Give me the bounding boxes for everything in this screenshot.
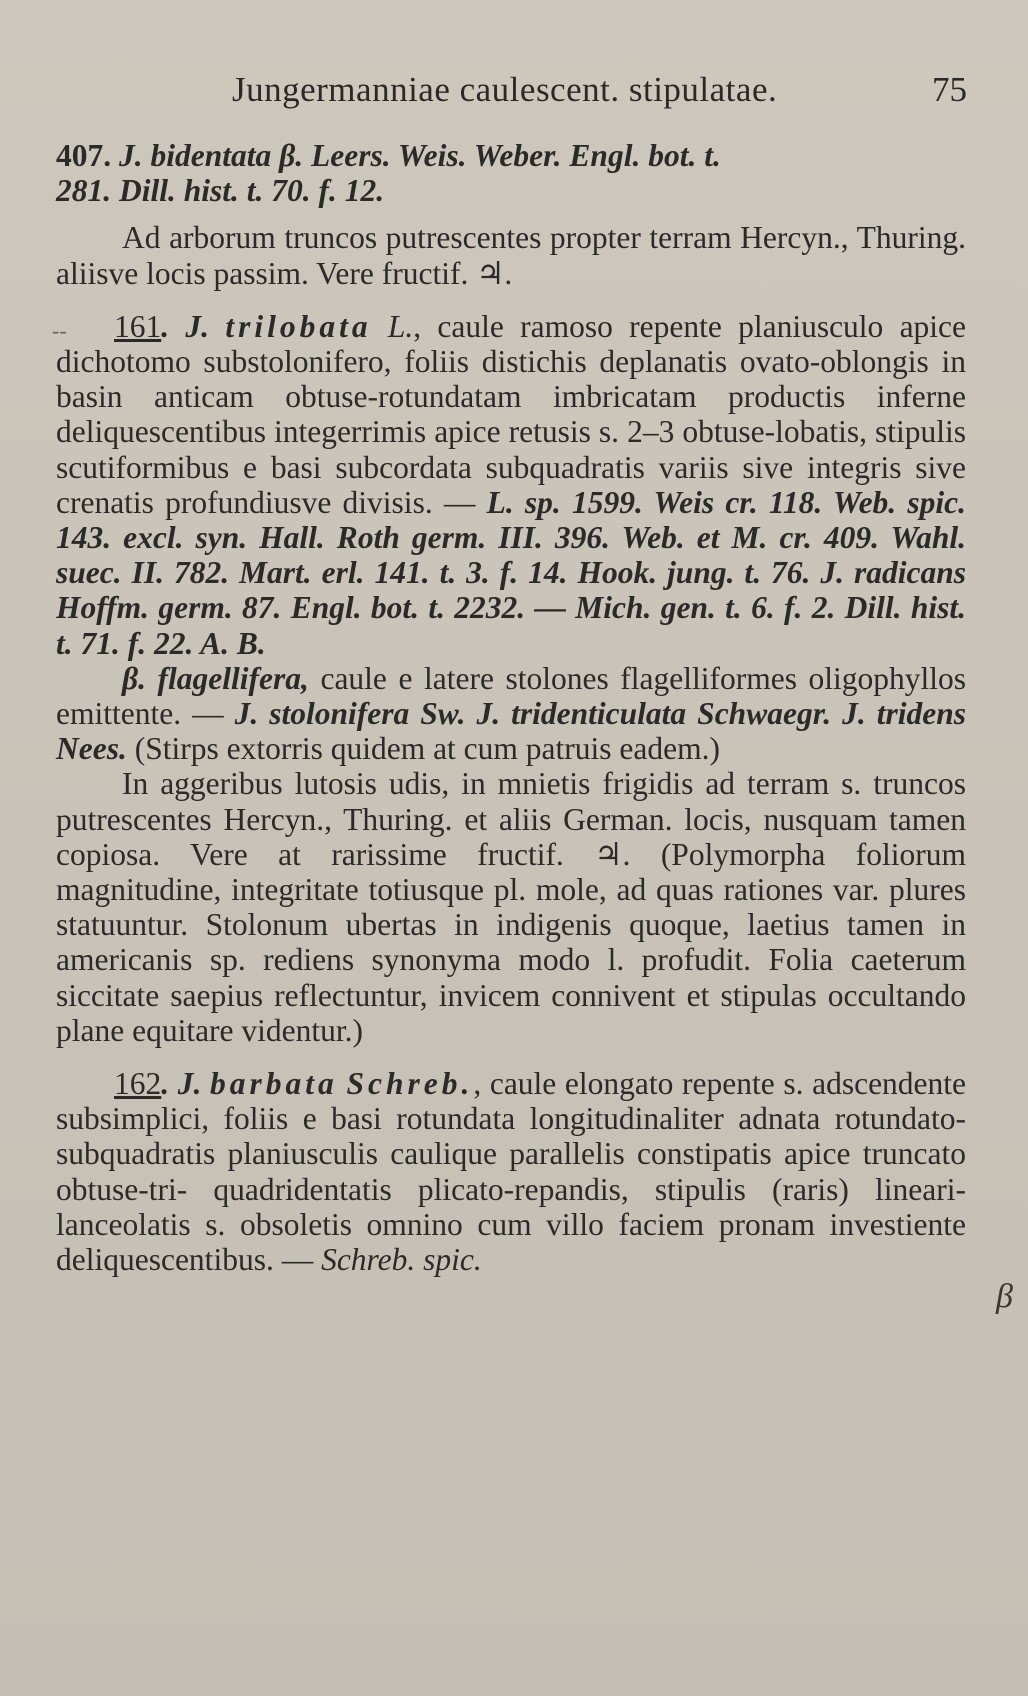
entry-161-genus: . J.	[161, 308, 210, 344]
variety-beta-note: (Stirps extorris quidem at cum patruis eadem.)	[134, 731, 720, 767]
entry-161-author: L.	[387, 308, 414, 344]
entry-161-description: , caule ramoso repente planiusculo apice dichotomo substolonifero, foliis distichis deplanatis ovato-oblongis in basin anticam obtuse-rotundatam imbricatam productis inferne deliquescentibus integerrimis apice retusis s. 2–3 obtuse-lobatis, stipulis scutiformibus e basi subcordata subquadratis variis sive integris sive crenatis profundiusve divisis. —	[56, 308, 967, 520]
entry-162-description: , caule elongato repente s. adscendente subsimplici, foliis e basi rotundata longitudinaliter adnata rotundato-subquadratis planiusculis caulique parallelis constipatis apice truncato obtuse-tri- quadridentatis plicato-repandis, stipulis (raris) lineari-lanceolatis s. obsoletis omnino cum villo faciem pronam investiente deliquescentibus. —	[56, 1066, 967, 1278]
entry-407-number: 407.	[56, 138, 112, 173]
variety-beta-label: β. flagellifera,	[122, 660, 309, 696]
paragraph-habitat-407: Ad arborum truncos putrescentes propter terram Hercyn., Thuring. aliisve locis passim. Vere fructif. ♃.	[56, 220, 966, 291]
entry-407-name: J. bidentata β. Leers. Weis. Weber. Engl. bot. t.	[119, 138, 721, 173]
margin-dash-mark: --	[52, 318, 67, 343]
entry-162-genus: . J.	[161, 1066, 202, 1102]
paragraph-habitat-161: In aggeribus lutosis udis, in mnietis frigidis ad terram s. truncos putrescentes Hercyn., Thuring. et aliis German. locis, nusquam tamen copiosa. Vere at rarissime fructif. ♃. (Polymorpha foliorum magnitudine, integritate totiusque pl. mole, ad quas rationes var. plures statuuntur. Stolonum ubertas in indigenis quoque, laetius tamen in americanis sp. rediens synonyma modo l. profudit. Folia caeterum siccitate saepius reflectuntur, invicem connivent et stipulas occultando plane equitare videntur.)	[56, 766, 966, 1048]
entry-161-number: 161	[114, 308, 162, 344]
variety-beta	[56, 661, 966, 767]
entry-162-species: barbata	[210, 1066, 338, 1102]
variety-beta-description: caule e latere stolones flagelliformes oligophyllos emittente. —	[56, 660, 967, 732]
body-text	[56, 138, 966, 1277]
running-head: Jungermanniae caulescent. stipulatae.	[232, 70, 778, 109]
entry-161	[56, 309, 966, 661]
entry-162-number: 162	[114, 1066, 162, 1102]
entry-162	[56, 1066, 966, 1277]
entry-162-reference: Schreb. spic.	[321, 1242, 482, 1278]
page-number: 75	[932, 70, 967, 109]
page-header	[0, 66, 1028, 116]
entry-162-author: Schreb.	[346, 1066, 474, 1102]
entry-161-species: trilobata	[225, 308, 372, 344]
variety-beta-synonyms: J. stolonifera Sw. J. tridenticulata Schwaegr. J. tridens Nees.	[56, 696, 966, 767]
entry-407-reference: 281. Dill. hist. t. 70. f. 12.	[56, 173, 385, 209]
entry-407	[56, 138, 966, 208]
entry-161-references: L. sp. 1599. Weis cr. 118. Web. spic. 143. excl. syn. Hall. Roth germ. III. 396. Web. et M. cr. 409. Wahl. suec. II. 782. Mart. erl. 141. t. 3. f. 14. Hook. jung. t. 76. J. radicans Hoffm. germ. 87. Engl. bot. t. 2232. — Mich. gen. t. 6. f. 2. Dill. hist. t. 71. f. 22. A. B.	[56, 484, 966, 661]
margin-beta-mark: β	[996, 1278, 1013, 1315]
